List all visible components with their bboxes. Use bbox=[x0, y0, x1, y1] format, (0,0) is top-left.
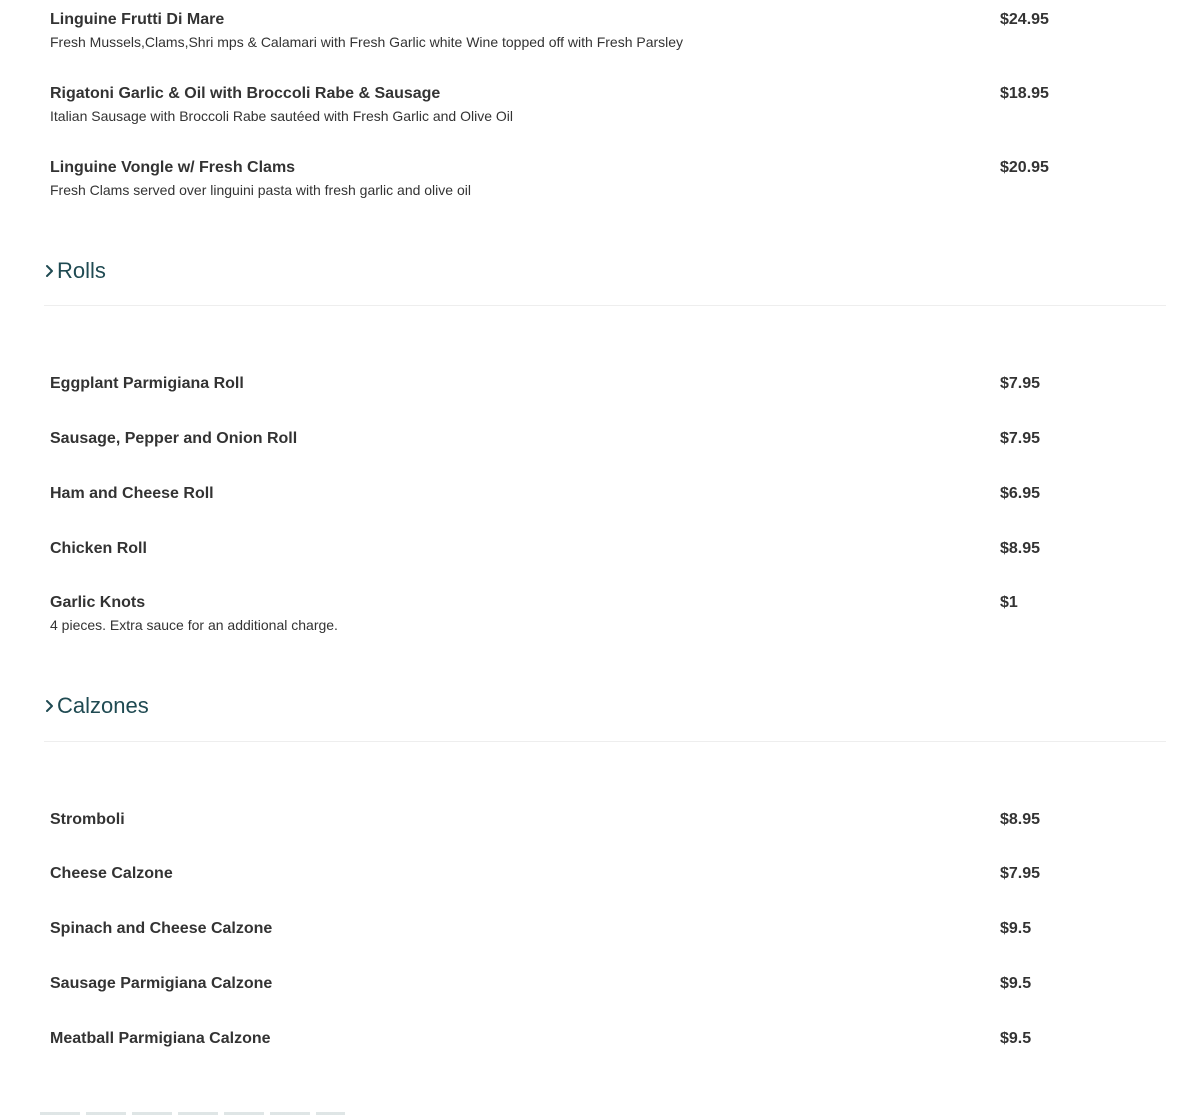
section-title: Rolls bbox=[57, 258, 106, 283]
item-description: Fresh Clams served over linguini pasta with fresh garlic and olive oil bbox=[50, 182, 471, 198]
item-price: $9.5 bbox=[1000, 920, 1032, 937]
item-name: Spinach and Cheese Calzone bbox=[50, 920, 273, 937]
section-header-calzones[interactable] bbox=[44, 692, 1166, 742]
section-title: Calzones bbox=[57, 693, 149, 718]
item-description: 4 pieces. Extra sauce for an additional charge. bbox=[50, 617, 338, 633]
item-name: Meatball Parmigiana Calzone bbox=[50, 1030, 271, 1047]
item-name: Sausage Parmigiana Calzone bbox=[50, 975, 273, 992]
item-price: $7.95 bbox=[1000, 375, 1041, 392]
item-price: $6.95 bbox=[1000, 485, 1041, 502]
next-section-header-partial bbox=[40, 1110, 345, 1115]
item-price: $18.95 bbox=[1000, 85, 1049, 102]
item-name: Chicken Roll bbox=[50, 540, 147, 557]
item-price: $1 bbox=[1000, 594, 1018, 611]
item-price: $8.95 bbox=[1000, 540, 1041, 557]
item-name: Ham and Cheese Roll bbox=[50, 485, 214, 502]
item-price: $7.95 bbox=[1000, 430, 1041, 447]
section-header-rolls[interactable] bbox=[44, 257, 1166, 306]
item-price: $7.95 bbox=[1000, 865, 1041, 882]
item-name: Rigatoni Garlic & Oil with Broccoli Rabe & Sausage bbox=[50, 85, 441, 102]
chevron-right-icon bbox=[44, 261, 56, 281]
item-name: Eggplant Parmigiana Roll bbox=[50, 375, 244, 392]
item-name: Cheese Calzone bbox=[50, 865, 173, 882]
item-price: $20.95 bbox=[1000, 159, 1049, 176]
item-name: Linguine Vongle w/ Fresh Clams bbox=[50, 159, 296, 176]
item-name: Linguine Frutti Di Mare bbox=[50, 11, 225, 28]
item-price: $8.95 bbox=[1000, 811, 1041, 828]
item-name: Stromboli bbox=[50, 811, 125, 828]
item-description: Italian Sausage with Broccoli Rabe sautéed with Fresh Garlic and Olive Oil bbox=[50, 108, 513, 124]
item-price: $24.95 bbox=[1000, 11, 1049, 28]
item-description: Fresh Mussels,Clams,Shri mps & Calamari with Fresh Garlic white Wine topped off with Fresh Parsley bbox=[50, 34, 684, 50]
item-price: $9.5 bbox=[1000, 975, 1032, 992]
item-price: $9.5 bbox=[1000, 1030, 1032, 1047]
item-name: Garlic Knots bbox=[50, 594, 146, 611]
chevron-right-icon bbox=[44, 696, 56, 716]
item-name: Sausage, Pepper and Onion Roll bbox=[50, 430, 298, 447]
